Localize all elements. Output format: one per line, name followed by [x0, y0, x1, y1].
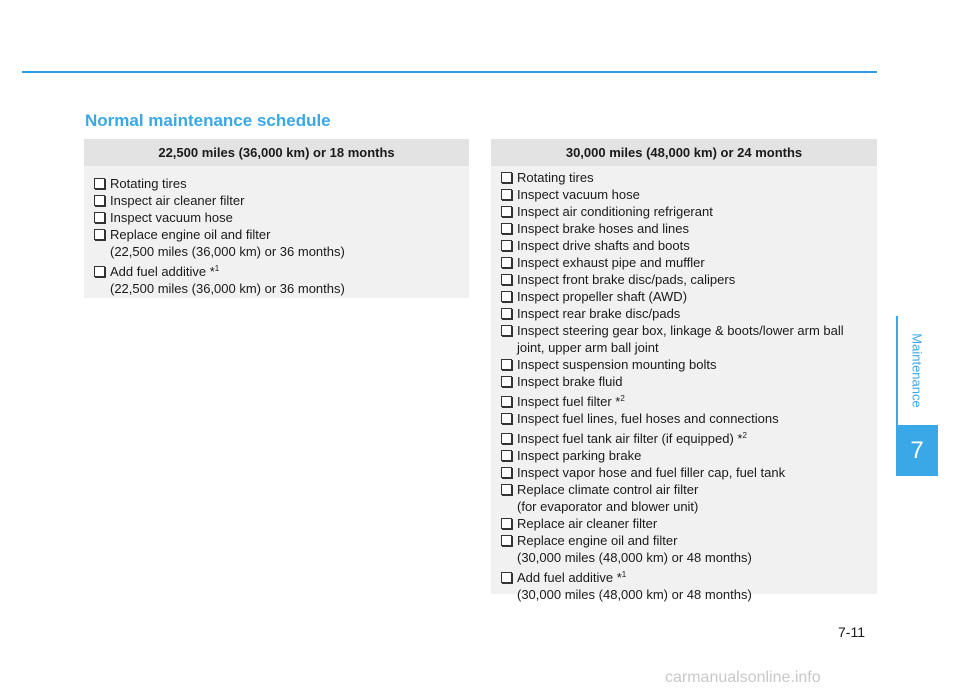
checklist-item	[501, 237, 867, 254]
checklist-item	[501, 464, 867, 481]
item-text: Replace engine oil and filter	[110, 227, 271, 242]
item-text: Inspect vacuum hose	[110, 210, 233, 225]
checklist-item	[501, 566, 867, 603]
checkbox-icon	[94, 178, 105, 189]
checkbox-icon	[501, 308, 512, 319]
checklist-item	[501, 203, 867, 220]
checkbox-icon	[501, 484, 512, 495]
checklist	[84, 166, 469, 297]
checkbox-icon	[501, 433, 512, 444]
item-note: (22,500 miles (36,000 km) or 36 months)	[110, 244, 345, 259]
checklist-item	[501, 427, 867, 447]
item-text: Inspect brake fluid	[517, 374, 623, 389]
item-note: joint, upper arm ball joint	[517, 340, 659, 355]
page-number: 7-11	[838, 624, 865, 640]
checkbox-icon	[501, 467, 512, 478]
checklist-item	[501, 373, 867, 390]
item-text: Inspect vacuum hose	[517, 187, 640, 202]
item-text: Inspect exhaust pipe and muffler	[517, 255, 705, 270]
item-text: Inspect propeller shaft (AWD)	[517, 289, 688, 304]
panel-header: 22,500 miles (36,000 km) or 18 months	[84, 139, 469, 166]
checklist-item	[94, 260, 459, 297]
panel-header: 30,000 miles (48,000 km) or 24 months	[491, 139, 877, 166]
checklist-item	[501, 220, 867, 237]
checkbox-icon	[501, 518, 512, 529]
checklist-item	[94, 209, 459, 226]
checkbox-icon	[94, 195, 105, 206]
checkbox-icon	[501, 206, 512, 217]
item-text: Inspect brake hoses and lines	[517, 221, 689, 236]
item-text: Inspect fuel filter *	[517, 394, 621, 409]
checklist-item	[501, 410, 867, 427]
checkbox-icon	[501, 535, 512, 546]
item-text: Add fuel additive *	[110, 264, 215, 279]
checkbox-icon	[501, 240, 512, 251]
checkbox-icon	[501, 376, 512, 387]
chapter-label	[896, 316, 938, 425]
checklist-item	[501, 271, 867, 288]
chapter-number: 7	[896, 425, 938, 476]
checklist-item	[501, 390, 867, 410]
item-note: (22,500 miles (36,000 km) or 36 months)	[110, 281, 345, 296]
checklist-item	[501, 288, 867, 305]
checkbox-icon	[94, 229, 105, 240]
checkbox-icon	[501, 189, 512, 200]
checklist-item	[501, 481, 867, 515]
item-text: Inspect suspension mounting bolts	[517, 357, 717, 372]
checkbox-icon	[501, 572, 512, 583]
item-text: Inspect vapor hose and fuel filler cap, fuel tank	[517, 465, 786, 480]
checkbox-icon	[501, 274, 512, 285]
checklist-item	[501, 515, 867, 532]
checkbox-icon	[501, 359, 512, 370]
checklist-item	[501, 169, 867, 186]
checklist-item	[501, 356, 867, 373]
item-text: Inspect air conditioning refrigerant	[517, 204, 713, 219]
checkbox-icon	[501, 291, 512, 302]
checklist-item	[501, 305, 867, 322]
schedule-panel-22500	[84, 139, 469, 298]
checkbox-icon	[94, 212, 105, 223]
checklist-item	[501, 254, 867, 271]
checkbox-icon	[501, 413, 512, 424]
checklist-item	[501, 186, 867, 203]
footnote-marker: 2	[742, 431, 747, 440]
checkbox-icon	[501, 223, 512, 234]
chapter-label-text: Maintenance	[909, 333, 925, 408]
checklist-item	[501, 322, 867, 356]
item-text: Inspect steering gear box, linkage & boots/lower arm ball	[517, 323, 844, 338]
item-text: Add fuel additive *	[517, 570, 622, 585]
checklist-item	[94, 192, 459, 209]
item-text: Inspect drive shafts and boots	[517, 238, 690, 253]
checklist-item	[94, 175, 459, 192]
item-text: Inspect front brake disc/pads, calipers	[517, 272, 736, 287]
footnote-marker: 1	[621, 570, 627, 579]
checkbox-icon	[501, 396, 512, 407]
item-text: Replace air cleaner filter	[517, 516, 658, 531]
checklist	[491, 166, 877, 603]
checklist-item	[94, 226, 459, 260]
checkbox-icon	[501, 450, 512, 461]
footnote-marker: 2	[620, 394, 625, 403]
item-text: Inspect rear brake disc/pads	[517, 306, 681, 321]
item-text: Rotating tires	[110, 176, 187, 191]
watermark: carmanualsonline.info	[665, 669, 821, 686]
section-title: Normal maintenance schedule	[85, 111, 331, 130]
checkbox-icon	[501, 325, 512, 336]
item-note: (for evaporator and blower unit)	[517, 499, 699, 514]
item-text: Inspect air cleaner filter	[110, 193, 245, 208]
item-note: (30,000 miles (48,000 km) or 48 months)	[517, 550, 752, 565]
item-text: Replace climate control air filter	[517, 482, 699, 497]
schedule-panel-30000	[491, 139, 877, 602]
top-rule	[22, 71, 877, 73]
checkbox-icon	[94, 266, 105, 277]
item-text: Rotating tires	[517, 170, 594, 185]
item-text: Inspect fuel lines, fuel hoses and connections	[517, 411, 779, 426]
footnote-marker: 1	[214, 264, 220, 273]
checklist-item	[501, 532, 867, 566]
checkbox-icon	[501, 257, 512, 268]
item-note: (30,000 miles (48,000 km) or 48 months)	[517, 587, 752, 602]
checklist-item	[501, 447, 867, 464]
item-text: Inspect parking brake	[517, 448, 642, 463]
item-text: Inspect fuel tank air filter (if equipped) *	[517, 431, 743, 446]
checkbox-icon	[501, 172, 512, 183]
item-text: Replace engine oil and filter	[517, 533, 678, 548]
